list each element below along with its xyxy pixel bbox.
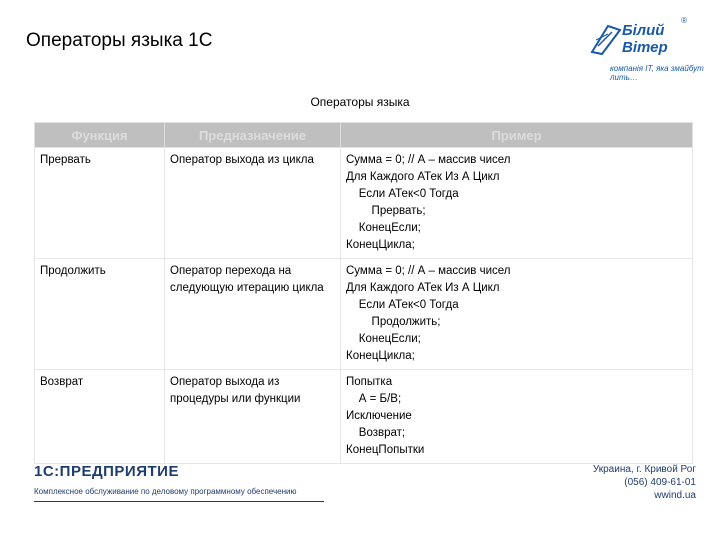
contact-website: wwind.ua — [654, 490, 696, 501]
footer-divider — [34, 501, 324, 502]
cell-example: Попытка А = Б/В; Исключение Возврат; КонецПопытки — [341, 370, 693, 464]
logo-name: Білий Вітер — [622, 22, 668, 56]
contact-address: Украина, г. Кривой Рог — [592, 464, 696, 475]
header-function: Функция — [35, 123, 165, 148]
contact-phone: (056) 409-61-01 — [624, 477, 696, 488]
header-purpose: Предназначение — [165, 123, 341, 148]
footer-contact — [593, 463, 696, 502]
cell-function: Возврат — [35, 370, 165, 464]
table-row — [35, 259, 693, 370]
table-row — [35, 370, 693, 464]
registered-mark: ® — [681, 16, 687, 25]
wind-logo-icon — [588, 22, 624, 58]
cell-purpose: Оператор перехода на следующую итерацию цикла — [165, 259, 341, 370]
company-logo — [580, 14, 705, 84]
table-caption: Операторы языка — [310, 95, 410, 109]
cell-example: Сумма = 0; // А – массив чисел Для Каждого АТек Из А Цикл Если АТек<0 Тогда Продолжить; КонецЕсли; КонецЦикла; — [341, 259, 693, 370]
cell-function: Прервать — [35, 148, 165, 259]
table-header-row — [35, 123, 693, 148]
footer-brand-subtitle: Комплексное обслуживание по деловому программному обеспечению — [34, 487, 297, 496]
cell-purpose: Оператор выхода из процедуры или функции — [165, 370, 341, 464]
operators-table — [34, 122, 693, 464]
logo-tagline: компанія ІТ, яка змайбут лить… — [610, 64, 704, 82]
header-example: Пример — [341, 123, 693, 148]
cell-example: Сумма = 0; // А – массив чисел Для Каждого АТек Из А Цикл Если АТек<0 Тогда Прервать; КонецЕсли; КонецЦикла; — [341, 148, 693, 259]
footer-brand: 1С:ПРЕДПРИЯТИЕ — [34, 463, 179, 480]
cell-purpose: Оператор выхода из цикла — [165, 148, 341, 259]
slide-title: Операторы языка 1С — [26, 30, 213, 51]
table-row — [35, 148, 693, 259]
cell-function: Продолжить — [35, 259, 165, 370]
